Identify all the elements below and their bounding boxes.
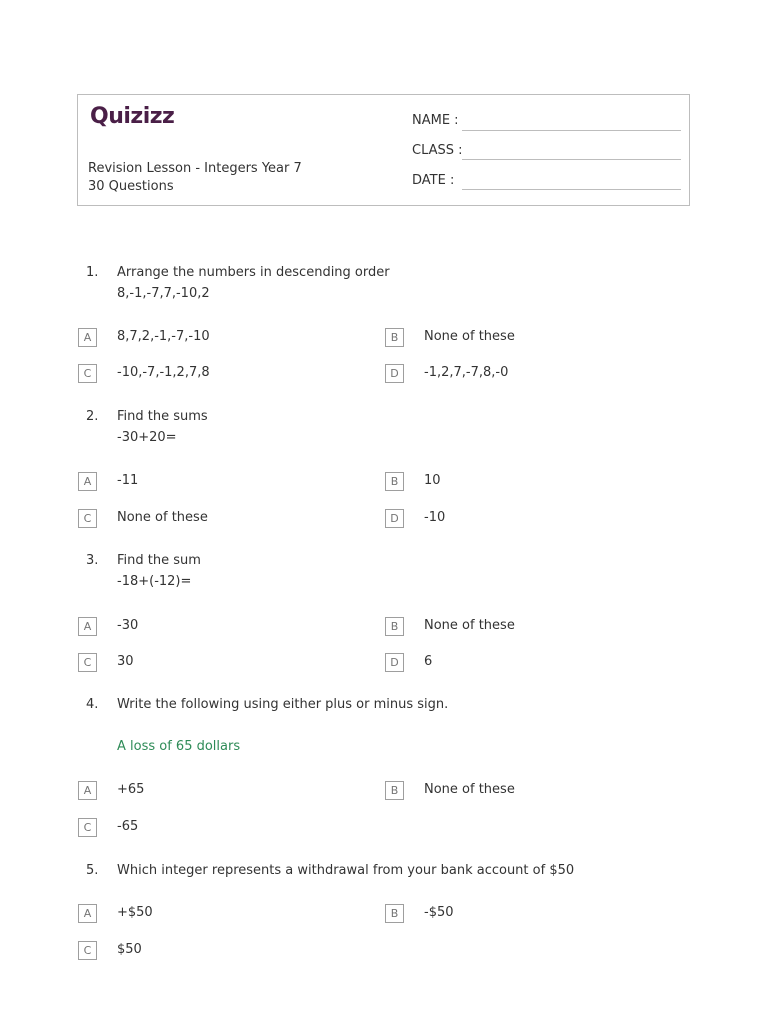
option-d-text: -1,2,7,-7,8,-0: [424, 365, 509, 380]
option-c-text: 30: [117, 654, 134, 669]
option-d-box[interactable]: D: [385, 653, 404, 672]
option-b-text: None of these: [424, 618, 515, 633]
option-a-text: -30: [117, 618, 139, 633]
option-a-box[interactable]: A: [78, 617, 97, 636]
question-number: 5.: [86, 863, 99, 878]
option-d-box[interactable]: D: [385, 364, 404, 383]
option-c-text: -10,-7,-1,2,7,8: [117, 365, 210, 380]
option-a-box[interactable]: A: [78, 781, 97, 800]
date-line: [462, 189, 681, 190]
question-line: 8,-1,-7,7,-10,2: [117, 286, 210, 301]
question-text: [117, 406, 208, 448]
question-number: 1.: [86, 265, 99, 280]
option-c-box[interactable]: C: [78, 364, 97, 383]
question-number: 3.: [86, 553, 99, 568]
option-b-text: None of these: [424, 782, 515, 797]
question-number: 4.: [86, 697, 99, 712]
option-b-box[interactable]: B: [385, 781, 404, 800]
option-a-text: +65: [117, 782, 145, 797]
worksheet-header: [77, 94, 690, 206]
option-c-text: -65: [117, 819, 139, 834]
option-d-text: -10: [424, 510, 446, 525]
option-b-text: None of these: [424, 329, 515, 344]
question-line: -30+20=: [117, 430, 177, 445]
question-line: Find the sums: [117, 409, 208, 424]
option-a-box[interactable]: A: [78, 472, 97, 491]
option-a-box[interactable]: A: [78, 904, 97, 923]
option-b-box[interactable]: B: [385, 328, 404, 347]
question-count: 30 Questions: [88, 179, 174, 194]
option-c-text: None of these: [117, 510, 208, 525]
question-text: [117, 550, 201, 592]
question-number: 2.: [86, 409, 99, 424]
question-line: -18+(-12)=: [117, 574, 192, 589]
option-a-text: +$50: [117, 905, 153, 920]
question-text: [117, 262, 390, 304]
option-b-box[interactable]: B: [385, 617, 404, 636]
option-c-box[interactable]: C: [78, 818, 97, 837]
question-prompt: A loss of 65 dollars: [117, 739, 241, 754]
option-d-text: 6: [424, 654, 433, 669]
question-line: Which integer represents a withdrawal from your bank account of $50: [117, 863, 575, 878]
option-b-box[interactable]: B: [385, 472, 404, 491]
option-c-text: $50: [117, 942, 142, 957]
question-text: [117, 694, 448, 715]
question-line: Write the following using either plus or minus sign.: [117, 697, 449, 712]
class-label: CLASS :: [412, 143, 463, 158]
option-c-box[interactable]: C: [78, 509, 97, 528]
worksheet-title: Revision Lesson - Integers Year 7: [88, 161, 302, 176]
option-a-text: 8,7,2,-1,-7,-10: [117, 329, 210, 344]
question-line: Find the sum: [117, 553, 201, 568]
option-b-text: 10: [424, 473, 441, 488]
option-a-box[interactable]: A: [78, 328, 97, 347]
name-label: NAME :: [412, 113, 459, 128]
option-a-text: -11: [117, 473, 139, 488]
option-b-box[interactable]: B: [385, 904, 404, 923]
question-line: Arrange the numbers in descending order: [117, 265, 390, 280]
option-c-box[interactable]: C: [78, 653, 97, 672]
date-label: DATE :: [412, 173, 455, 188]
option-c-box[interactable]: C: [78, 941, 97, 960]
quizizz-logo: Quizizz: [90, 104, 175, 129]
question-text: [117, 860, 574, 881]
class-line: [462, 159, 681, 160]
option-b-text: -$50: [424, 905, 454, 920]
name-line: [462, 130, 681, 131]
option-d-box[interactable]: D: [385, 509, 404, 528]
